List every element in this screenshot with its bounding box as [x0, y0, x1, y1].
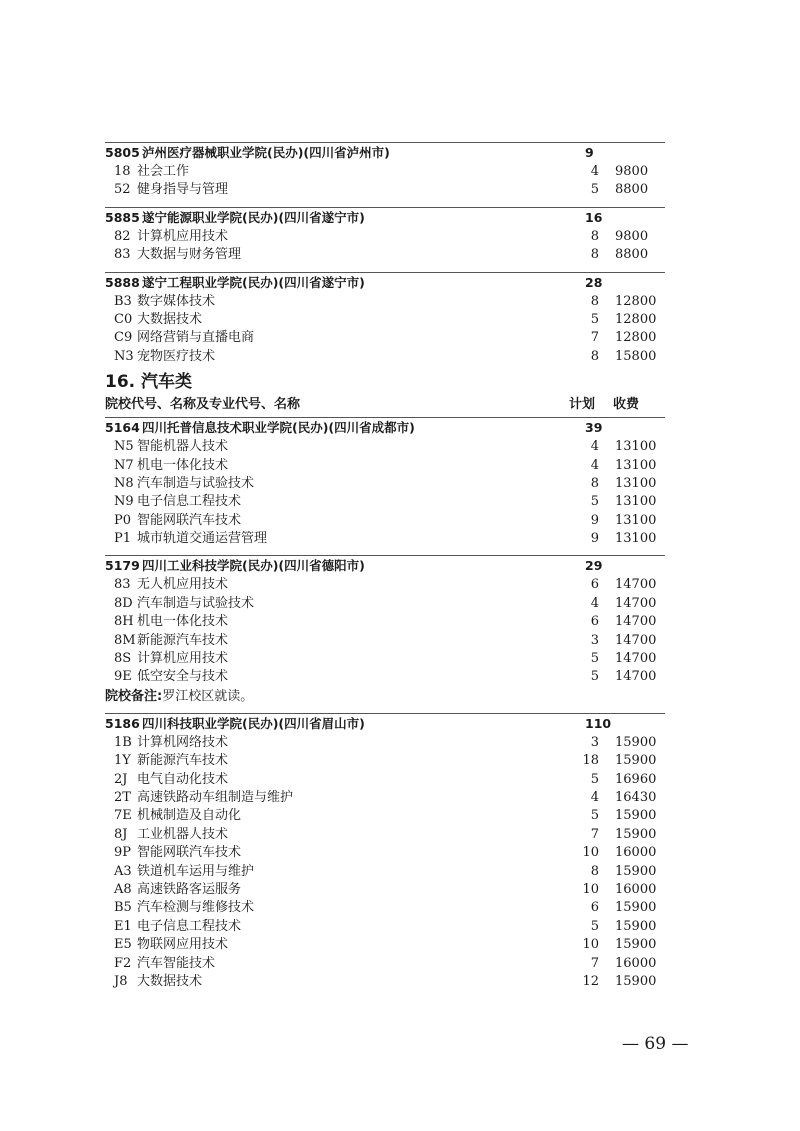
program-code: 8H	[114, 614, 134, 630]
program-plan: 4	[590, 789, 599, 805]
program-plan: 9	[590, 512, 599, 528]
program-row	[105, 613, 665, 631]
institution-code: 5885	[105, 209, 140, 225]
institution-code: 5179	[105, 558, 140, 574]
program-fee: 12800	[615, 311, 657, 327]
program-name: 智能网联汽车技术	[137, 845, 242, 861]
program-name: 工业机器人技术	[137, 826, 229, 842]
program-row	[105, 595, 665, 613]
institution-gap	[105, 548, 665, 553]
program-name: 电气自动化技术	[137, 771, 229, 787]
program-fee: 9800	[615, 228, 649, 244]
program-plan: 4	[590, 164, 599, 179]
program-name: 计算机应用技术	[137, 651, 229, 667]
institution-code: 5164	[105, 420, 140, 436]
program-fee: 15900	[615, 973, 657, 989]
program-row	[105, 438, 665, 456]
program-name: 无人机应用技术	[137, 577, 229, 593]
program-fee: 15900	[615, 863, 657, 879]
institution-row	[105, 713, 665, 734]
institution-plan: 28	[585, 274, 603, 290]
program-code: 82	[114, 228, 131, 244]
program-row	[105, 650, 665, 668]
program-plan: 9	[590, 531, 599, 547]
program-code: 2T	[114, 789, 131, 805]
program-plan: 6	[590, 614, 599, 630]
institution-row	[105, 417, 665, 438]
program-name: 物联网应用技术	[137, 937, 229, 953]
remark-label: 院校备注:	[105, 688, 163, 704]
admission-plan-table	[105, 140, 665, 991]
program-name: 机电一体化技术	[137, 457, 229, 473]
program-row	[105, 973, 665, 991]
institution-gap	[105, 265, 665, 270]
program-name: 低空安全与技术	[137, 669, 229, 685]
program-code: N7	[114, 457, 134, 473]
program-name: 智能机器人技术	[137, 439, 229, 455]
program-code: 8D	[114, 595, 133, 611]
institution-code: 5805	[105, 145, 140, 160]
program-row	[105, 530, 665, 548]
program-row	[105, 918, 665, 936]
program-name: 健身指导与管理	[137, 182, 229, 198]
program-name: 新能源汽车技术	[137, 632, 229, 648]
program-name: 大数据技术	[137, 311, 203, 327]
program-fee: 13100	[615, 531, 657, 547]
program-plan: 8	[590, 293, 599, 309]
program-plan: 10	[582, 881, 599, 897]
program-row	[105, 844, 665, 862]
program-fee: 14700	[615, 632, 657, 648]
program-code: N8	[114, 475, 134, 491]
institution-row	[105, 555, 665, 576]
program-name: 数字媒体技术	[137, 293, 216, 309]
program-name: 智能网联汽车技术	[137, 512, 242, 528]
program-row	[105, 493, 665, 511]
program-fee: 15900	[615, 808, 657, 824]
program-row	[105, 668, 665, 686]
section-title: 16. 汽车类	[105, 372, 193, 393]
program-plan: 5	[590, 311, 599, 327]
program-code: N3	[114, 348, 134, 364]
program-code: 8M	[114, 632, 136, 648]
program-fee: 16000	[615, 955, 657, 971]
program-fee: 13100	[615, 494, 657, 510]
program-plan: 18	[582, 753, 599, 769]
program-name: 计算机网络技术	[137, 734, 229, 750]
program-fee: 15900	[615, 937, 657, 953]
program-row	[105, 329, 665, 347]
program-plan: 5	[590, 182, 599, 198]
institution-name: 泸州医疗器械职业学院(民办)(四川省泸州市)	[142, 145, 390, 160]
program-row	[105, 293, 665, 311]
program-row	[105, 228, 665, 246]
program-code: B3	[114, 293, 132, 309]
program-fee: 14700	[615, 595, 657, 611]
program-plan: 4	[590, 457, 599, 473]
institution-name: 遂宁能源职业学院(民办)(四川省遂宁市)	[142, 209, 365, 225]
program-code: E5	[114, 937, 132, 953]
program-name: 电子信息工程技术	[137, 918, 242, 934]
institution-name: 四川科技职业学院(民办)(四川省眉山市)	[142, 715, 365, 731]
program-row	[105, 163, 665, 181]
program-fee: 15900	[615, 918, 657, 934]
program-fee: 15900	[615, 826, 657, 842]
program-name: 机电一体化技术	[137, 614, 229, 630]
institution-plan: 9	[585, 145, 594, 160]
program-name: 汽车制造与试验技术	[137, 475, 255, 491]
program-row	[105, 246, 665, 264]
program-row	[105, 311, 665, 329]
institution-plan: 29	[585, 558, 603, 574]
program-plan: 8	[590, 348, 599, 364]
program-row	[105, 512, 665, 530]
institution-code: 5186	[105, 715, 140, 731]
continued-institutions	[105, 142, 665, 366]
program-fee: 14700	[615, 614, 657, 630]
program-plan: 7	[590, 955, 599, 971]
program-fee: 8800	[615, 247, 649, 263]
program-code: 83	[114, 247, 131, 263]
program-plan: 10	[582, 937, 599, 953]
table-header	[105, 394, 665, 415]
program-row	[105, 475, 665, 493]
program-name: 高速铁路动车组制造与维护	[137, 789, 294, 805]
program-row	[105, 771, 665, 789]
program-fee: 16960	[615, 771, 657, 787]
program-code: P0	[114, 512, 132, 528]
program-name: 机械制造及自动化	[137, 808, 242, 824]
program-plan: 5	[590, 918, 599, 934]
header-fee: 收费	[613, 397, 640, 413]
program-fee: 9800	[615, 164, 649, 179]
institution-plan: 16	[585, 209, 603, 225]
program-plan: 3	[590, 734, 599, 750]
program-code: A8	[114, 881, 132, 897]
institution-plan: 110	[585, 715, 612, 731]
program-row	[105, 348, 665, 366]
institution-plan: 39	[585, 420, 603, 436]
remark-text: 罗江校区就读。	[162, 688, 254, 704]
program-plan: 8	[590, 863, 599, 879]
section-institutions	[105, 417, 665, 991]
program-name: 大数据与财务管理	[137, 247, 242, 263]
program-name: 宠物医疗技术	[137, 348, 216, 364]
program-name: 计算机应用技术	[137, 228, 229, 244]
program-row	[105, 752, 665, 770]
institution-code: 5888	[105, 274, 140, 290]
program-row	[105, 955, 665, 973]
institution-row	[105, 272, 665, 293]
program-name: 网络营销与直播电商	[137, 330, 255, 346]
program-row	[105, 826, 665, 844]
institution-name: 遂宁工程职业学院(民办)(四川省遂宁市)	[142, 274, 365, 290]
program-code: 18	[114, 164, 131, 179]
program-row	[105, 576, 665, 594]
program-row	[105, 789, 665, 807]
program-fee: 13100	[615, 439, 657, 455]
program-row	[105, 863, 665, 881]
program-code: F2	[114, 955, 132, 971]
program-code: C0	[114, 311, 133, 327]
program-fee: 13100	[615, 512, 657, 528]
program-code: 83	[114, 577, 131, 593]
program-fee: 14700	[615, 577, 657, 593]
program-fee: 16000	[615, 845, 657, 861]
program-name: 汽车智能技术	[137, 955, 216, 971]
program-code: P1	[114, 531, 132, 547]
program-plan: 4	[590, 439, 599, 455]
institution-name: 四川工业科技学院(民办)(四川省德阳市)	[142, 558, 365, 574]
institution-row	[105, 142, 665, 163]
program-plan: 3	[590, 632, 599, 648]
program-name: 城市轨道交通运营管理	[137, 531, 268, 547]
program-code: 1Y	[114, 753, 131, 769]
program-name: 高速铁路客运服务	[137, 881, 242, 897]
program-plan: 7	[590, 826, 599, 842]
program-plan: 5	[590, 494, 599, 510]
program-code: J8	[114, 973, 128, 989]
program-plan: 10	[582, 845, 599, 861]
program-fee: 8800	[615, 182, 649, 198]
program-fee: 14700	[615, 651, 657, 667]
program-code: 2J	[114, 771, 128, 787]
program-code: 9P	[114, 845, 132, 861]
program-code: A3	[114, 863, 132, 879]
program-row	[105, 734, 665, 752]
institution-name: 四川托普信息技术职业学院(民办)(四川省成都市)	[142, 420, 415, 436]
program-plan: 7	[590, 330, 599, 346]
program-code: E1	[114, 918, 132, 934]
program-name: 铁道机车运用与维护	[137, 863, 255, 879]
program-row	[105, 632, 665, 650]
program-code: 8S	[114, 651, 132, 667]
program-fee: 16000	[615, 881, 657, 897]
program-code: 52	[114, 182, 131, 198]
program-plan: 12	[582, 973, 599, 989]
program-plan: 4	[590, 595, 599, 611]
program-code: 1B	[114, 734, 132, 750]
program-fee: 13100	[615, 457, 657, 473]
program-code: 7E	[114, 808, 132, 824]
header-institution-program: 院校代号、名称及专业代号、名称	[105, 397, 301, 413]
program-name: 社会工作	[137, 164, 190, 179]
program-fee: 16430	[615, 789, 657, 805]
program-code: B5	[114, 900, 132, 916]
program-fee: 12800	[615, 293, 657, 309]
institution-remark	[105, 687, 665, 706]
program-row	[105, 936, 665, 954]
program-fee: 15900	[615, 753, 657, 769]
program-plan: 8	[590, 475, 599, 491]
page-number: — 69 —	[622, 1034, 689, 1054]
program-fee: 12800	[615, 330, 657, 346]
program-plan: 6	[590, 900, 599, 916]
program-name: 大数据技术	[137, 973, 203, 989]
institution-gap	[105, 200, 665, 205]
institution-gap	[105, 706, 665, 711]
program-row	[105, 899, 665, 917]
program-fee: 15800	[615, 348, 657, 364]
program-code: N5	[114, 439, 134, 455]
program-fee: 13100	[615, 475, 657, 491]
program-plan: 5	[590, 651, 599, 667]
header-plan: 计划	[569, 397, 596, 413]
program-plan: 5	[590, 771, 599, 787]
program-code: N9	[114, 494, 134, 510]
program-row	[105, 881, 665, 899]
program-plan: 5	[590, 808, 599, 824]
program-row	[105, 457, 665, 475]
program-plan: 8	[590, 228, 599, 244]
program-name: 汽车检测与维修技术	[137, 900, 255, 916]
program-name: 新能源汽车技术	[137, 753, 229, 769]
program-fee: 15900	[615, 900, 657, 916]
institution-row	[105, 207, 665, 228]
program-row	[105, 807, 665, 825]
program-plan: 5	[590, 669, 599, 685]
program-name: 汽车制造与试验技术	[137, 595, 255, 611]
program-code: C9	[114, 330, 133, 346]
program-fee: 15900	[615, 734, 657, 750]
program-fee: 14700	[615, 669, 657, 685]
program-row	[105, 181, 665, 199]
program-code: 9E	[114, 669, 132, 685]
program-code: 8J	[114, 826, 128, 842]
program-plan: 8	[590, 247, 599, 263]
program-plan: 6	[590, 577, 599, 593]
program-name: 电子信息工程技术	[137, 494, 242, 510]
